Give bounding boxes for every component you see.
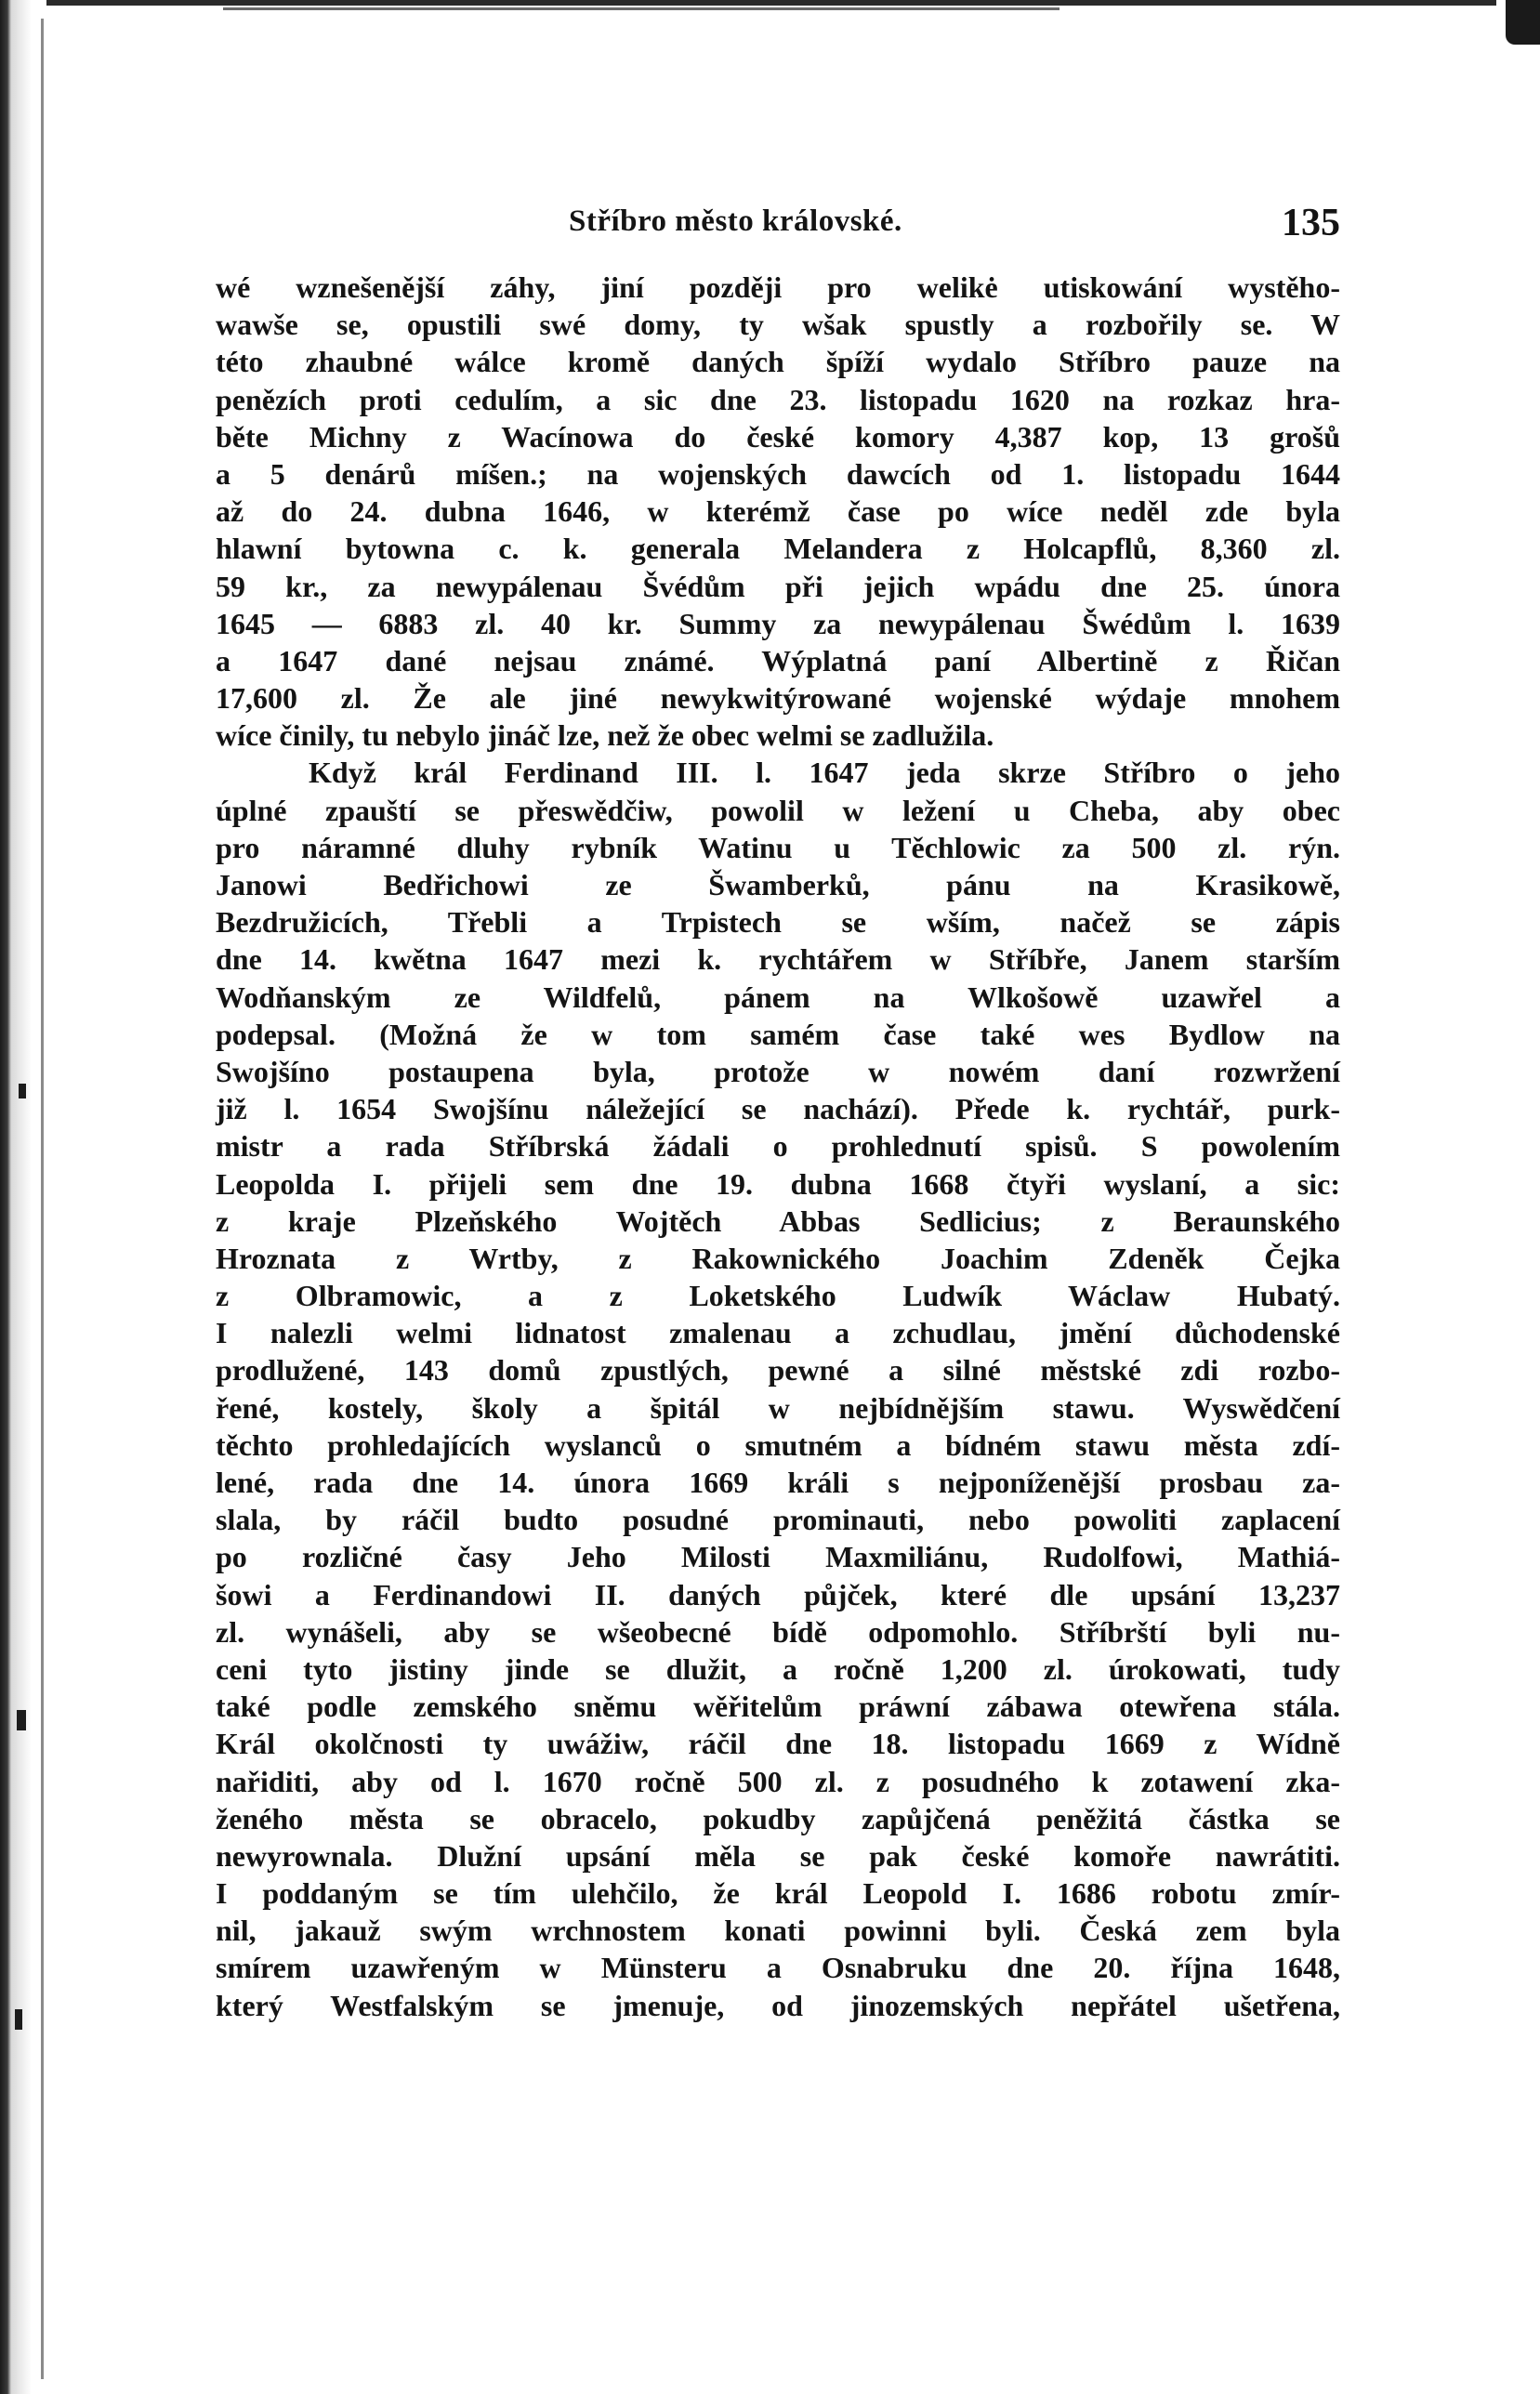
margin-mark — [17, 1710, 26, 1730]
text-line: šowi a Ferdinandowi II. daných půjček, které dle upsání 13,237 — [216, 1577, 1340, 1611]
text-line: Leopolda I. přijeli sem dne 19. dubna 1668 čtyři wyslaní, a sic: — [216, 1166, 1340, 1201]
scan-edge-left — [0, 0, 32, 2394]
text-line: ženého města se obracelo, pokudby zapůjčená peněžitá částka se — [216, 1801, 1340, 1835]
text-line: smírem uzawřeným w Münsteru a Osnabruku dne 20. října 1648, — [216, 1951, 1340, 1985]
text-line: úplné zpauští se přeswědčiw, powolil w ležení u Cheba, aby obec — [216, 793, 1340, 827]
text-line: řené, kostely, školy a špitál w nejbídnějším stawu. Wyswědčení — [216, 1390, 1340, 1425]
text-line: této zhaubné wálce kromě daných špíží wydalo Stříbro pauze na — [216, 345, 1340, 379]
text-line: až do 24. dubna 1646, w kterémž čase po wíce neděl zde byla — [216, 494, 1340, 529]
text-line: Král okolčnosti ty uwážiw, ráčil dne 18. listopadu 1669 z Wídně — [216, 1727, 1340, 1761]
text-line: dne 14. kwětna 1647 mezi k. rychtářem w Stříbře, Janem starším — [216, 942, 1340, 977]
text-line: který Westfalským se jmenuje, od jinozemských nepřátel ušetřena, — [216, 1988, 1340, 2022]
text-line: nařiditi, aby od l. 1670 ročně 500 zl. z posudného k zotawení zka- — [216, 1764, 1340, 1798]
text-line: hlawní bytowna c. k. generala Melandera z Holcapflů, 8,360 zl. — [216, 532, 1340, 566]
text-line: slala, by ráčil budto posudné prominauti, nebo powoliti zaplacení — [216, 1503, 1340, 1537]
margin-mark — [15, 2009, 22, 2030]
text-line: těchto prohledajících wyslanců o smutném a bídném stawu města zdí- — [216, 1427, 1340, 1462]
text-line: nil, jakauž swým wrchnostem konati powinni byli. Česká zem byla — [216, 1914, 1340, 1948]
text-line: běte Michny z Wacínowa do české komory 4,387 kop, 13 grošů — [216, 419, 1340, 454]
text-line: 17,600 zl. Že ale jiné newykwitýrowané wojenské wýdaje mnohem — [216, 681, 1340, 716]
text-line: zl. wynášeli, aby se wšeobecné bídě odpomohlo. Stříbrští byli nu- — [216, 1614, 1340, 1649]
page-number: 135 — [1282, 202, 1340, 244]
text-line: Janowi Bedřichowi ze Šwamberků, pánu na Krasikowě, — [216, 868, 1340, 901]
text-line: wawše se, opustili swé domy, ty wšak spustly a rozbořily se. W — [216, 308, 1340, 342]
running-title: Stříbro město královské. — [569, 204, 902, 238]
page-header — [216, 204, 1340, 245]
text-line: a 1647 dané nejsau známé. Wýplatná paní Albertině z Řičan — [216, 643, 1340, 677]
text-line: I nalezli welmi lidnatost zmalenau a zchudlau, jmění důchodenské — [216, 1316, 1340, 1350]
margin-mark — [19, 1084, 26, 1098]
text-line: Wodňanským ze Wildfelů, pánem na Wlkošowě uzawřel a — [216, 980, 1340, 1014]
text-line: podepsal. (Možná že w tom samém čase také wes Bydlow na — [216, 1017, 1340, 1051]
text-line: penězích proti cedulím, a sic dne 23. listopadu 1620 na rozkaz hra- — [216, 382, 1340, 416]
text-line: ceni tyto jistiny jinde se dlužit, a ročně 1,200 zl. úrokowati, tudy — [216, 1651, 1340, 1686]
text-line: z kraje Plzeňského Wojtěch Abbas Sedlicius; z Beraunského — [216, 1204, 1340, 1238]
text-line: 1645 — 6883 zl. 40 kr. Summy za newypálenau Šwédům l. 1639 — [216, 606, 1340, 640]
text-line: z Olbramowic, a z Loketského Ludwík Wáclaw Hubatý. — [216, 1279, 1340, 1313]
text-line: prodlužené, 143 domů zpustlých, pewné a silné městské zdi rozbo- — [216, 1353, 1340, 1388]
text-line: mistr a rada Stříbrská žádali o prohlednutí spisů. S powolením — [216, 1129, 1340, 1164]
text-line: a 5 denárů míšen.; na wojenských dawcích od 1. listopadu 1644 — [216, 456, 1340, 491]
scan-edge-top-streak — [223, 7, 1060, 10]
text-line: již l. 1654 Swojšínu náležející se nachází). Přede k. rychtář, purk- — [216, 1092, 1340, 1126]
text-line: lené, rada dne 14. února 1669 králi s nejponíženější prosbau za- — [216, 1466, 1340, 1499]
text-line: newyrownala. Dlužní upsání měla se pak české komoře nawrátiti. — [216, 1838, 1340, 1873]
text-line: wíce činily, tu nebylo jináč lze, než že obec welmi se zadlužila. — [216, 718, 994, 753]
text-line: po rozličné časy Jeho Milosti Maxmiliánu, Rudolfowi, Mathiá- — [216, 1540, 1340, 1574]
text-line: wé wznešenější záhy, jiní později pro welikė utiskowání wystěho- — [216, 270, 1340, 304]
text-line: pro náramné dluhy rybník Watinu u Těchlowic za 500 zl. rýn. — [216, 830, 1340, 864]
scan-corner-blot — [1506, 0, 1540, 45]
text-line: Když král Ferdinand III. l. 1647 jeda skrze Stříbro o jeho — [309, 756, 1340, 790]
text-line: Hroznata z Wrtby, z Rakownického Joachim Zdeněk Čejka — [216, 1241, 1340, 1275]
scan-edge-top — [46, 0, 1496, 6]
text-line: Swojšíno postaupena byla, protože w nowém daní rozwržení — [216, 1054, 1340, 1088]
text-line: 59 kr., za newypálenau Švédům při jejich wpádu dne 25. února — [216, 569, 1340, 603]
text-line: Bezdružicích, Třebli a Trpistech se wším, načež se zápis — [216, 905, 1340, 940]
text-line: I poddaným se tím ulehčilo, že král Leopold I. 1686 robotu zmír- — [216, 1876, 1340, 1911]
scan-edge-line — [41, 19, 44, 2379]
body-text — [216, 269, 1340, 2024]
text-line: také podle zemského sněmu wěřitelům práwní zábawa otewřena stála. — [216, 1690, 1340, 1724]
